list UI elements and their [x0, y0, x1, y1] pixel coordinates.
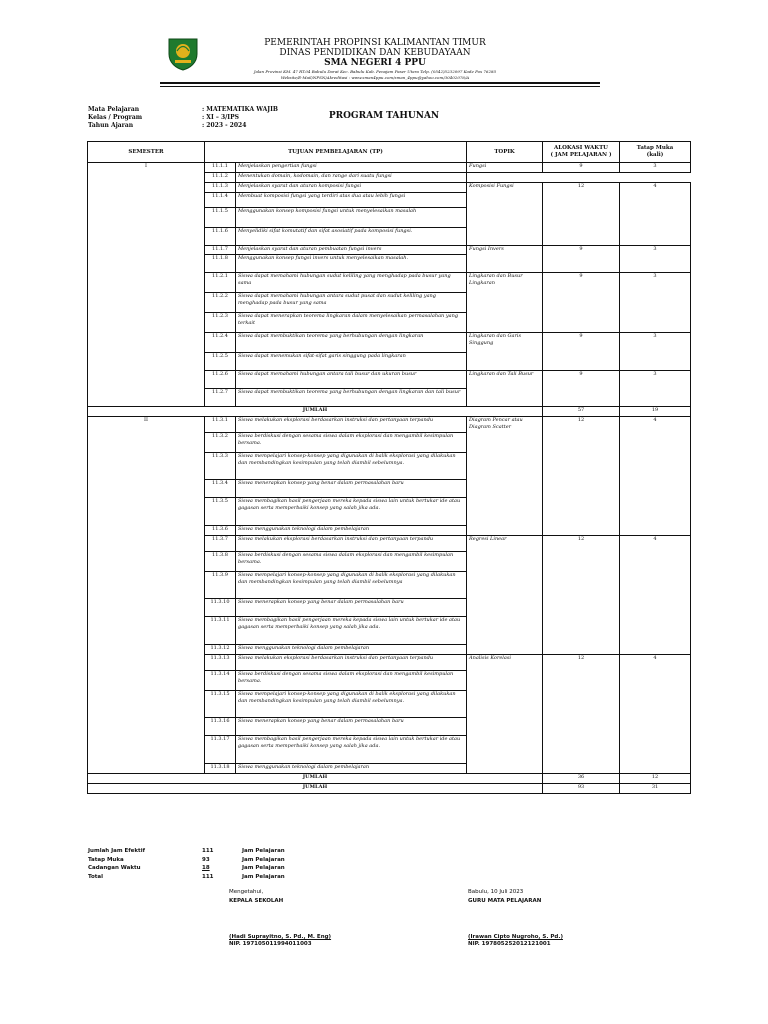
alokasi-cell: 12 [543, 536, 620, 655]
semester-cell: I [88, 163, 205, 407]
tp-code: 11.1.4 [205, 193, 236, 208]
tp-code: 11.3.1 [205, 417, 236, 433]
tp-description: Siswa menerapkan konsep yang benar dalam permasalahan baru [236, 718, 467, 736]
tp-code: 11.3.6 [205, 526, 236, 536]
summary-value: 18 [202, 865, 210, 871]
topic-cell: Komposisi Fungsi [467, 183, 543, 246]
topic-cell: Fungsi Invers [467, 246, 543, 273]
header-line-2: DINAS PENDIDIKAN DAN KEBUDAYAAN [279, 48, 471, 58]
tp-code: 11.3.14 [205, 671, 236, 691]
table-row [88, 163, 691, 173]
header-tatap-line1: Tatap Muka [636, 145, 674, 151]
jumlah-label: JUMLAH [88, 784, 543, 794]
sig-right-intro: Babulu, 10 Juli 2023 [468, 889, 524, 895]
meta-label: Mata Pelajaran [88, 106, 140, 113]
alokasi-cell: 9 [543, 246, 620, 273]
tp-code: 11.3.5 [205, 498, 236, 526]
summary-unit: Jam Pelajaran [242, 873, 285, 880]
tp-code: 11.3.4 [205, 480, 236, 498]
tp-description: Siswa menggunakan teknologi dalam pembelajaran [236, 645, 467, 655]
tatap-cell: 4 [620, 655, 691, 774]
header-address: Jalan Provinsi KM. 47 RT.04 Babulu Darat Kec. Babulu Kab. Penajam Paser Utara Telp. (0542)5232097 Kode Pos 76285 [253, 69, 497, 74]
tp-description: Menentukan domain, kodomain, dan range dari suatu fungsi [236, 173, 467, 183]
topic-cell: Fungsi [467, 163, 543, 173]
sig-right-name: (Irawan Cipto Nugroho, S. Pd.) [468, 934, 563, 940]
tp-code: 11.3.12 [205, 645, 236, 655]
tp-description: Siswa membagikan hasil pengerjaan mereka kepada siswa lain untuk bertukar ide atau gagasan serta memperbaiki konsep yang salah jika ada. [236, 617, 467, 645]
tp-code: 11.3.3 [205, 453, 236, 480]
jumlah-alokasi: 57 [543, 407, 620, 417]
tp-code: 11.3.13 [205, 655, 236, 671]
tp-description: Siswa dapat memahami hubungan antara sudut pusat dan sudut keliling yang menghadap pada busur yang sama [236, 293, 467, 313]
meta-label: Tahun Ajaran [88, 122, 134, 129]
summary-label: Cadangan Waktu [88, 865, 141, 871]
header-divider [160, 82, 600, 84]
alokasi-cell: 9 [543, 163, 620, 173]
tp-code: 11.3.16 [205, 718, 236, 736]
tatap-cell: 3 [620, 246, 691, 273]
summary-unit: Jam Pelajaran [242, 865, 285, 871]
summary-value: 111 [202, 873, 214, 880]
tp-description: Siswa dapat memahami hubungan sudut keliling yang menghadap pada busur yang sama [236, 273, 467, 293]
header-semester: SEMESTER [88, 142, 205, 163]
tp-description: Siswa dapat membuktikan teorema yang berhubungan dengan lingkaran dan tali busur [236, 389, 467, 407]
alokasi-cell: 9 [543, 371, 620, 407]
tatap-cell: 3 [620, 371, 691, 407]
tp-code: 11.1.2 [205, 173, 236, 183]
tp-code: 11.1.1 [205, 163, 236, 173]
jumlah-row [88, 774, 691, 784]
semester-1-body [88, 163, 691, 417]
meta-value: : 2023 - 2024 [202, 122, 247, 129]
alokasi-cell: 12 [543, 183, 620, 246]
summary-label: Total [88, 873, 104, 880]
header-divider-thin [160, 86, 600, 87]
semester-cell: II [88, 417, 205, 774]
tp-code: 11.3.17 [205, 736, 236, 764]
semester-2-body [88, 417, 691, 794]
tatap-cell: 3 [620, 333, 691, 371]
meta-label: Kelas / Program [88, 114, 143, 121]
header-tatap-line2: (kali) [646, 152, 664, 158]
jumlah-alokasi: 36 [543, 774, 620, 784]
alokasi-cell: 12 [543, 655, 620, 774]
alokasi-cell: 9 [543, 273, 620, 333]
meta-value: : MATEMATIKA WAJIB [202, 106, 278, 113]
jumlah-tatap: 19 [620, 407, 691, 417]
jumlah-tatap: 12 [620, 774, 691, 784]
summary-value: 93 [202, 856, 210, 863]
sig-left-nip: NIP. 197105011994011003 [229, 941, 312, 947]
header-contact: Website/E-Mail/NPSN/Akreditasi : www.sman4ppu.com/sman_4ppu@yahoo.com/30402076/A [280, 75, 470, 80]
jumlah-tatap: 31 [620, 784, 691, 794]
meta-value: : XI – 3/IPS [202, 114, 239, 121]
tp-description: Siswa mempelajari konsep-konsep yang digunakan di balik eksplorasi yang dilakukan dan membandingkan kesimpulan yang telah diambil sebelumnya [236, 572, 467, 599]
tp-code: 11.3.15 [205, 691, 236, 718]
tp-code: 11.1.5 [205, 208, 236, 228]
tatap-cell: 3 [620, 273, 691, 333]
school-name: SMA NEGERI 4 PPU [324, 58, 426, 68]
tp-code: 11.2.2 [205, 293, 236, 313]
tp-code: 11.2.7 [205, 389, 236, 407]
tatap-cell: 4 [620, 536, 691, 655]
tp-code: 11.2.5 [205, 353, 236, 371]
tp-code: 11.2.3 [205, 313, 236, 333]
topic-cell: Lingkaran dan Garis Singgung [467, 333, 543, 371]
sig-right-nip: NIP. 197805252012121001 [468, 941, 551, 947]
tatap-cell: 3 [620, 163, 691, 173]
tp-description: Siswa dapat menerapkan teorema lingkaran dalam menyelesaikan permasalahan yang terkait [236, 313, 467, 333]
tp-code: 11.1.6 [205, 228, 236, 246]
tp-description: Siswa dapat memahami hubungan antara tali busur dan ukuran busur [236, 371, 467, 389]
tp-description: Menjelaskan pengertian fungsi [236, 163, 467, 173]
tp-description: Siswa membagikan hasil pengerjaan mereka kepada siswa lain untuk bertukar ide atau gagasan serta memperbaiki konsep yang salah jika ada. [236, 736, 467, 764]
tp-code: 11.3.10 [205, 599, 236, 617]
jumlah-label: JUMLAH [88, 774, 543, 784]
topic-cell: Regresi Linear [467, 536, 543, 655]
tatap-cell: 4 [620, 183, 691, 246]
alokasi-cell: 12 [543, 417, 620, 536]
table-row [88, 417, 691, 433]
tp-description: Menyelidiki sifat komutatif dan sifat asosiatif pada komposisi fungsi. [236, 228, 467, 246]
tp-description: Siswa menerapkan konsep yang benar dalam permasalahan baru [236, 599, 467, 617]
tp-description: Siswa mempelajari konsep-konsep yang digunakan di balik eksplorasi yang dilakukan dan membandingkan kesimpulan yang telah diambil sebelumnya. [236, 453, 467, 480]
tp-description: Siswa membagikan hasil pengerjaan mereka kepada siswa lain untuk bertukar ide atau gagasan serta memperbaiki konsep yang salah jika ada. [236, 498, 467, 526]
tp-description: Menggunakan konsep komposisi fungsi untuk menyelesaikan masalah [236, 208, 467, 228]
summary-label: Jumlah Jam Efektif [88, 848, 145, 854]
header-alokasi-line1: ALOKASI WAKTU [554, 145, 608, 151]
tp-description: Siswa mempelajari konsep-konsep yang digunakan di balik eksplorasi yang dilakukan dan membandingkan kesimpulan yang telah diambil sebelumnya. [236, 691, 467, 718]
tp-description: Menjelaskan syarat dan aturan pembuatan fungsi invers [236, 246, 467, 255]
tp-description: Menggunakan konsep fungsi invers untuk menyelesaikan masalah. [236, 255, 467, 273]
tp-code: 11.1.8 [205, 255, 236, 273]
tp-code: 11.1.7 [205, 246, 236, 255]
sig-right-role: GURU MATA PELAJARAN [468, 898, 542, 904]
jumlah-row [88, 407, 691, 417]
tp-code: 11.2.6 [205, 371, 236, 389]
summary-unit: Jam Pelajaran [242, 848, 285, 854]
tp-description: Siswa berdiskusi dengan sesama siswa dalam eksplorasi dan mengambil kesimpulan bersama. [236, 433, 467, 453]
tp-description: Siswa berdiskusi dengan sesama siswa dalam eksplorasi dan mengambil kesimpulan bersama. [236, 552, 467, 572]
tp-description: Siswa menggunakan teknologi dalam pembelajaran [236, 526, 467, 536]
summary-label: Tatap Muka [88, 856, 124, 863]
sig-left-name: (Hadi Suprayitno, S. Pd., M. Eng) [229, 934, 332, 940]
tp-code: 11.1.3 [205, 183, 236, 193]
sig-left-intro: Mengetahui, [229, 889, 264, 895]
tp-description: Siswa menggunakan teknologi dalam pembelajaran [236, 764, 467, 774]
topic-cell: Lingkaran dan Busur Lingkaran [467, 273, 543, 333]
tp-code: 11.3.11 [205, 617, 236, 645]
tp-description: Siswa melakukan eksplorasi berdasarkan instruksi dan pertanyaan terpandu [236, 417, 467, 433]
sig-left-role: KEPALA SEKOLAH [229, 898, 284, 904]
header-tp: TUJUAN PEMBELAJARAN (TP) [205, 142, 467, 163]
tp-code: 11.3.9 [205, 572, 236, 599]
header-alokasi-line2: ( JAM PELAJARAN ) [550, 152, 612, 158]
tatap-cell: 4 [620, 417, 691, 536]
tp-description: Membuat komposisi fungsi yang terdiri atas dua atau lebih fungsi [236, 193, 467, 208]
tp-description: Siswa melakukan eksplorasi berdasarkan instruksi dan pertanyaan terpandu [236, 536, 467, 552]
topic-cell: Diagram Pencar atau Diagram Scatter [467, 417, 543, 536]
topic-cell: Analisis Korelasi [467, 655, 543, 774]
tp-code: 11.3.18 [205, 764, 236, 774]
document-title: PROGRAM TAHUNAN [328, 111, 440, 121]
tp-description: Siswa berdiskusi dengan sesama siswa dalam eksplorasi dan mengambil kesimpulan bersama. [236, 671, 467, 691]
tp-code: 11.3.7 [205, 536, 236, 552]
alokasi-cell: 9 [543, 333, 620, 371]
tp-description: Siswa menerapkan konsep yang benar dalam permasalahan baru [236, 480, 467, 498]
jumlah-alokasi: 93 [543, 784, 620, 794]
tp-code: 11.3.8 [205, 552, 236, 572]
jumlah-row [88, 784, 691, 794]
jumlah-label: JUMLAH [88, 407, 543, 417]
header-topik: TOPIK [467, 142, 543, 163]
tp-description: Siswa melakukan eksplorasi berdasarkan instruksi dan pertanyaan terpandu [236, 655, 467, 671]
summary-value: 111 [202, 848, 214, 854]
header-line-1: PEMERINTAH PROPINSI KALIMANTAN TIMUR [264, 38, 486, 48]
tp-description: Menjelaskan syarat dan aturan komposisi fungsi [236, 183, 467, 193]
header-tatap [620, 142, 691, 163]
program-table [87, 141, 691, 794]
tp-code: 11.2.1 [205, 273, 236, 293]
tp-description: Siswa dapat menemukan sifat-sifat garis singgung pada lingkaran [236, 353, 467, 371]
topic-cell: Lingkaran dan Tali Busur [467, 371, 543, 407]
tp-description: Siswa dapat membuktikan teorema yang berhubungan dengan lingkaran [236, 333, 467, 353]
header-alokasi [543, 142, 620, 163]
tp-code: 11.3.2 [205, 433, 236, 453]
summary-unit: Jam Pelajaran [242, 856, 285, 863]
tp-code: 11.2.4 [205, 333, 236, 353]
